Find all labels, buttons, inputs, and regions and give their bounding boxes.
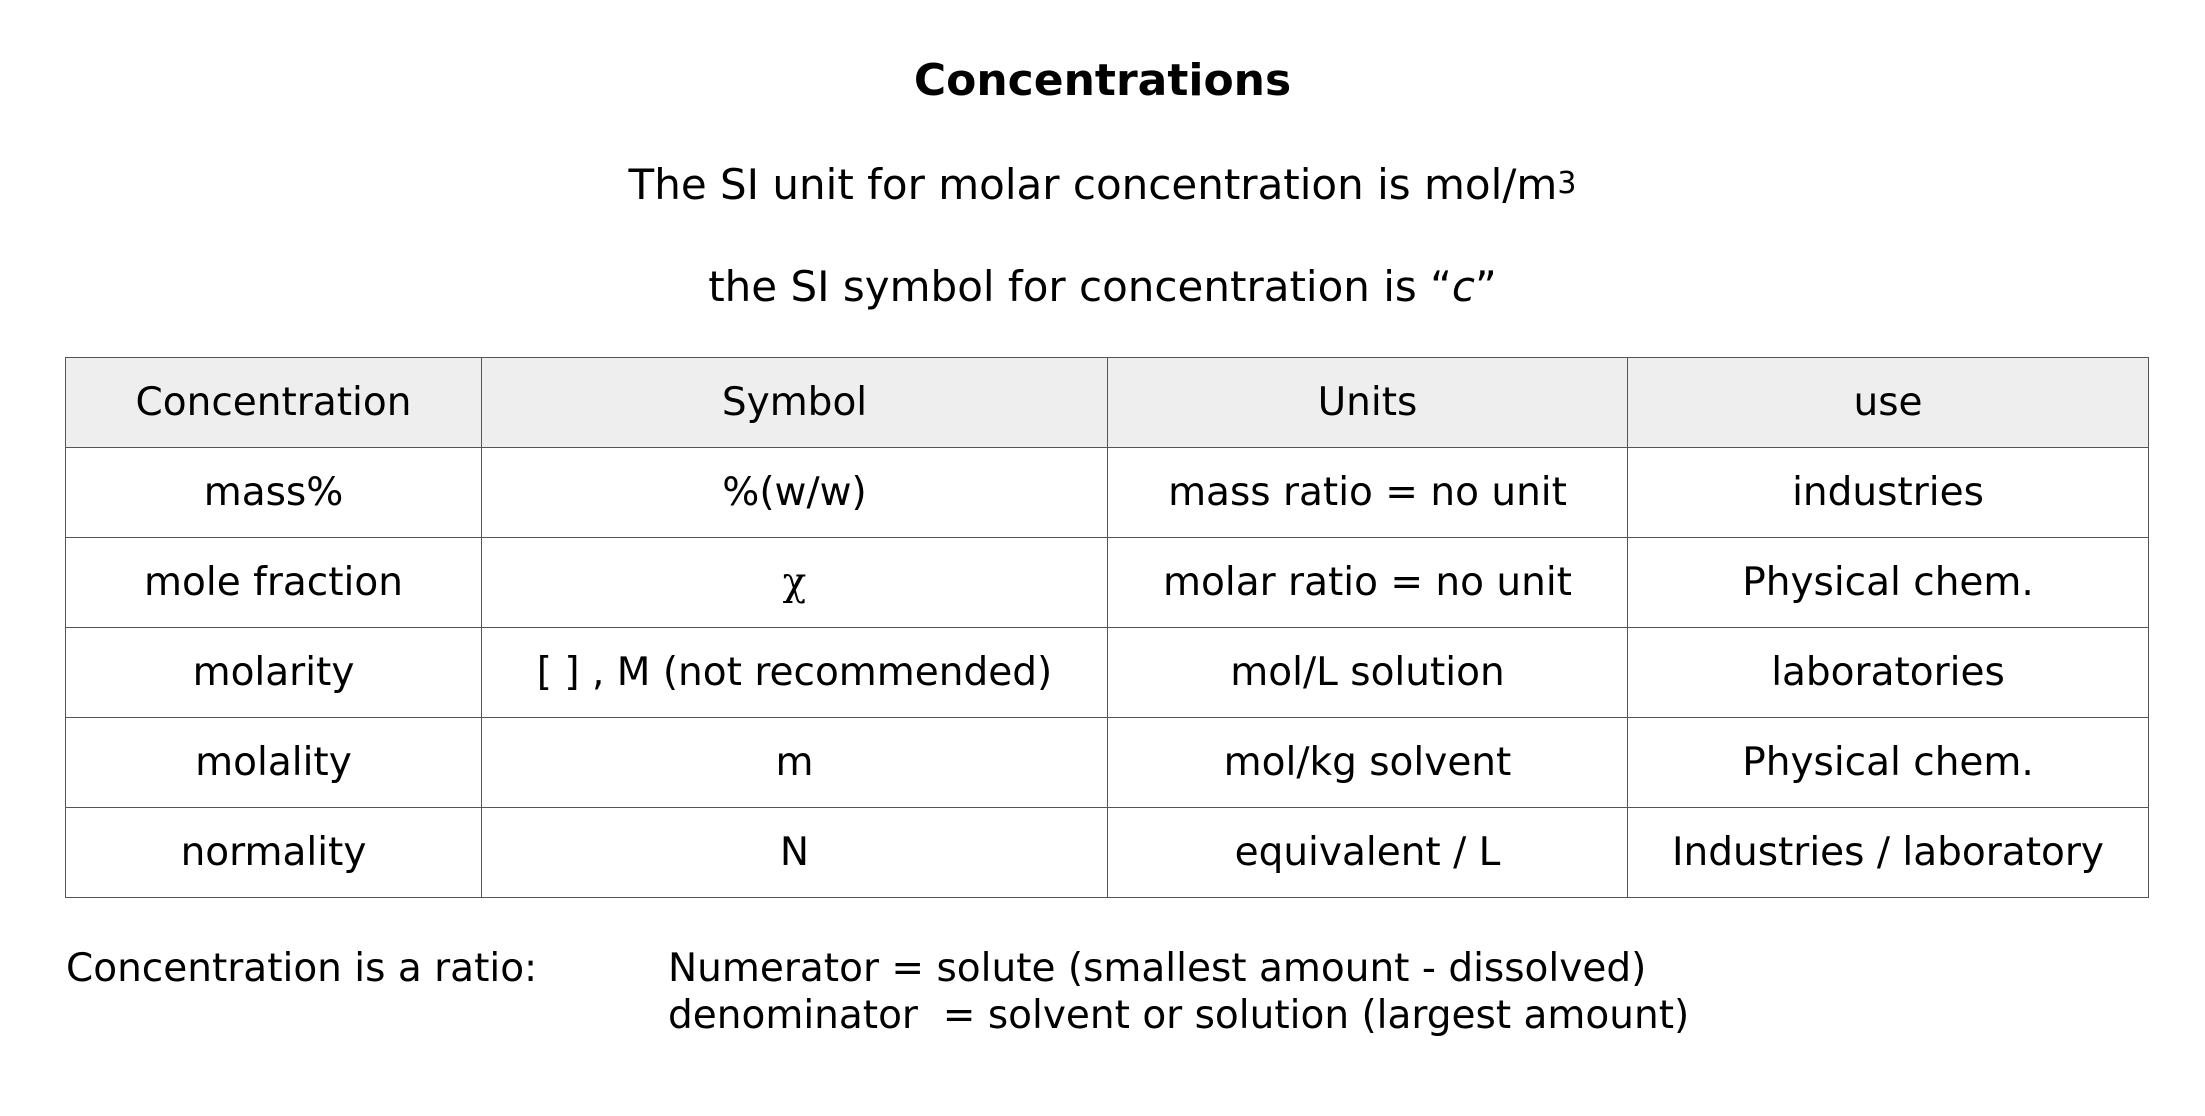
si-unit-statement: [0, 158, 2205, 217]
cell-concentration: normality: [66, 808, 482, 898]
ratio-label: Concentration is a ratio:: [66, 946, 538, 991]
ratio-numerator: Numerator = solute (smallest amount - dissolved): [668, 946, 1647, 991]
cell-use: Physical chem.: [1628, 538, 2149, 628]
table-header-row: [66, 358, 2149, 448]
table-row: [66, 718, 2149, 808]
cell-concentration: molality: [66, 718, 482, 808]
header-units: Units: [1108, 358, 1628, 448]
header-use: use: [1628, 358, 2149, 448]
cell-symbol: χ: [482, 538, 1108, 628]
ratio-definition: [668, 945, 1689, 1039]
table-row: [66, 538, 2149, 628]
header-symbol: Symbol: [482, 358, 1108, 448]
cell-units: mol/kg solvent: [1108, 718, 1628, 808]
cell-use: industries: [1628, 448, 2149, 538]
cell-concentration: mole fraction: [66, 538, 482, 628]
cell-use: Industries / laboratory: [1628, 808, 2149, 898]
si-symbol-suffix: ”: [1475, 262, 1497, 311]
cell-units: mass ratio = no unit: [1108, 448, 1628, 538]
page-title: Concentrations: [913, 55, 1292, 106]
cell-symbol: [ ] , M (not recommended): [482, 628, 1108, 718]
cell-symbol: N: [482, 808, 1108, 898]
si-symbol-prefix: the SI symbol for concentration is “: [708, 262, 1452, 311]
cell-units: molar ratio = no unit: [1108, 538, 1628, 628]
si-symbol-c: c: [1451, 262, 1476, 311]
cell-symbol: m: [482, 718, 1108, 808]
table-row: [66, 448, 2149, 538]
cell-use: laboratories: [1628, 628, 2149, 718]
si-unit-superscript: 3: [1557, 166, 1577, 201]
header-concentration: Concentration: [66, 358, 482, 448]
table-row: [66, 808, 2149, 898]
table-row: [66, 628, 2149, 718]
si-symbol-statement: [0, 260, 2205, 314]
cell-symbol: %(w/w): [482, 448, 1108, 538]
cell-units: equivalent / L: [1108, 808, 1628, 898]
cell-use: Physical chem.: [1628, 718, 2149, 808]
cell-concentration: mass%: [66, 448, 482, 538]
ratio-denominator: denominator = solvent or solution (largest amount): [668, 993, 1690, 1038]
concentration-table: [65, 357, 2149, 898]
cell-units: mol/L solution: [1108, 628, 1628, 718]
cell-concentration: molarity: [66, 628, 482, 718]
si-unit-text: The SI unit for molar concentration is mol/m: [628, 160, 1558, 209]
